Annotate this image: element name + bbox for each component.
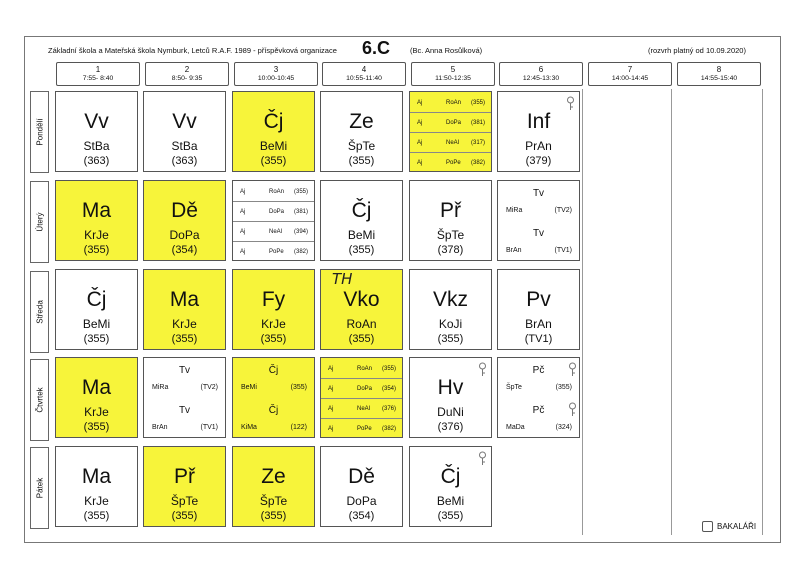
group-lesson: Čj KiMa (122) xyxy=(241,405,307,431)
key-icon xyxy=(568,362,577,377)
key-icon xyxy=(478,451,487,466)
lesson-fri-4[interactable]: Dě DoPa (354) xyxy=(320,446,403,527)
period-header-3: 3 10:00-10:45 xyxy=(234,62,318,86)
class-teacher: (Bc. Anna Rosůlková) xyxy=(410,46,483,55)
key-icon xyxy=(478,362,487,377)
group-lesson: Pč MaDa (324) xyxy=(506,405,572,431)
lesson-wed-2[interactable]: Ma KrJe (355) xyxy=(143,269,226,350)
lesson-tue-4[interactable]: Čj BeMi (355) xyxy=(320,180,403,261)
group-lesson: Aj DoPa (381) xyxy=(410,112,491,133)
key-icon xyxy=(568,402,577,417)
day-label-friday: Pátek xyxy=(30,447,49,529)
group-lesson: Pč ŠpTe (355) xyxy=(506,365,572,391)
day-label-wednesday: Středa xyxy=(30,271,49,353)
period-header-4: 4 10:55-11:40 xyxy=(322,62,406,86)
lesson-wed-6[interactable]: Pv BrAn (TV1) xyxy=(497,269,580,350)
lesson-wed-1[interactable]: Čj BeMi (355) xyxy=(55,269,138,350)
logo-text: BAKALÁŘI xyxy=(717,522,757,531)
group-lesson: Aj RoAn (355) xyxy=(233,181,314,202)
lesson-tue-1[interactable]: Ma KrJe (355) xyxy=(55,180,138,261)
lesson-tue-3-split[interactable] xyxy=(232,180,315,261)
group-lesson: Tv MiRa (TV2) xyxy=(152,365,218,391)
group-lesson: Aj NeAl (394) xyxy=(233,221,314,242)
period-header-6: 6 12:45-13:30 xyxy=(499,62,583,86)
lesson-tue-6-split[interactable] xyxy=(497,180,580,261)
lesson-tue-2[interactable]: Dě DoPa (354) xyxy=(143,180,226,261)
day-label-tuesday: Úterý xyxy=(30,181,49,263)
period-header-8: 8 14:55-15:40 xyxy=(677,62,761,86)
lesson-mon-3[interactable]: Čj BeMi (355) xyxy=(232,91,315,172)
group-lesson: Aj RoAn (355) xyxy=(321,358,402,379)
group-lesson: Tv MiRa (TV2) xyxy=(506,188,572,214)
period-header-7: 7 14:00-14:45 xyxy=(588,62,672,86)
day-label-monday: Pondělí xyxy=(30,91,49,173)
lesson-wed-5[interactable]: Vkz KoJi (355) xyxy=(409,269,492,350)
group-lesson: Aj NeAl (376) xyxy=(321,398,402,419)
group-lesson: Aj DoPa (354) xyxy=(321,378,402,399)
lesson-fri-5[interactable]: Čj BeMi (355) xyxy=(409,446,492,527)
period-header-2: 2 8:50- 9:35 xyxy=(145,62,229,86)
bakalari-logo-icon xyxy=(702,521,713,532)
lesson-fri-1[interactable]: Ma KrJe (355) xyxy=(55,446,138,527)
day-label-thursday: Čtvrtek xyxy=(30,359,49,441)
period-header-5: 5 11:50-12:35 xyxy=(411,62,495,86)
valid-from: (rozvrh platný od 10.09.2020) xyxy=(648,46,746,55)
lesson-mon-4[interactable]: Ze ŠpTe (355) xyxy=(320,91,403,172)
lesson-thu-1[interactable]: Ma KrJe (355) xyxy=(55,357,138,438)
group-lesson: Čj BeMi (355) xyxy=(241,365,307,391)
group-lesson: Aj PoPe (382) xyxy=(240,249,308,255)
handwritten-annotation: TH xyxy=(332,270,353,288)
lesson-mon-1[interactable]: Vv StBa (363) xyxy=(55,91,138,172)
group-lesson: Aj PoPe (382) xyxy=(328,426,396,432)
group-lesson: Tv BrAn (TV1) xyxy=(506,228,572,254)
period-header-1: 1 7:55- 8:40 xyxy=(56,62,140,86)
group-lesson: Aj RoAn (355) xyxy=(410,92,491,113)
school-name: Základní škola a Mateřská škola Nymburk, Letců R.A.F. 1989 - příspěvková organizace xyxy=(48,46,337,55)
class-name: 6.C xyxy=(362,38,391,58)
lesson-mon-5-split[interactable] xyxy=(409,91,492,172)
lesson-mon-6[interactable]: Inf PrAn (379) xyxy=(497,91,580,172)
lesson-wed-4[interactable]: Vko RoAn (355) xyxy=(320,269,403,350)
lesson-thu-4-split[interactable] xyxy=(320,357,403,438)
lesson-thu-6-split[interactable] xyxy=(497,357,580,438)
group-lesson: Tv BrAn (TV1) xyxy=(152,405,218,431)
lesson-wed-3[interactable]: Fy KrJe (355) xyxy=(232,269,315,350)
key-icon xyxy=(566,96,575,111)
group-lesson: Aj PoPe (382) xyxy=(417,160,485,166)
lesson-thu-2-split[interactable] xyxy=(143,357,226,438)
lesson-fri-3[interactable]: Ze ŠpTe (355) xyxy=(232,446,315,527)
lesson-tue-5[interactable]: Př ŠpTe (378) xyxy=(409,180,492,261)
bakalari-logo xyxy=(702,521,756,532)
lesson-thu-5[interactable]: Hv DuNi (376) xyxy=(409,357,492,438)
lesson-mon-2[interactable]: Vv StBa (363) xyxy=(143,91,226,172)
lesson-fri-2[interactable]: Př ŠpTe (355) xyxy=(143,446,226,527)
group-lesson: Aj DoPa (381) xyxy=(233,201,314,222)
lesson-thu-3-split[interactable] xyxy=(232,357,315,438)
group-lesson: Aj NeAl (317) xyxy=(410,132,491,153)
